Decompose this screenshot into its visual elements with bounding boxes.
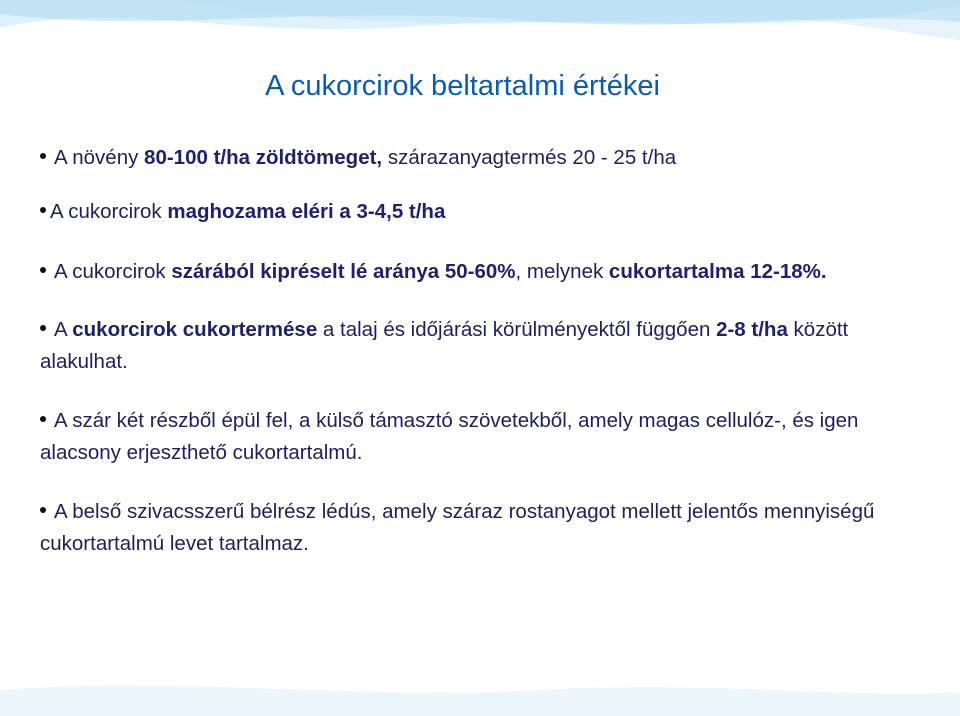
bullet-text-bold: szárából kipréselt lé aránya 50-60% xyxy=(171,260,516,283)
bullet-text: A cukorcirok xyxy=(54,260,172,283)
bullet-dot-icon xyxy=(40,416,46,422)
bullet-dot-icon xyxy=(40,507,46,513)
bullet-item xyxy=(40,314,920,378)
bullet-text: között alakulhat. xyxy=(40,318,849,373)
bullet-dot-icon xyxy=(40,267,46,273)
bullet-item xyxy=(40,196,920,228)
bullet-text-bold: 80-100 t/ha zöldtömeget, xyxy=(144,146,383,169)
bullet-text: A cukorcirok xyxy=(50,200,168,223)
bullet-item xyxy=(40,142,920,174)
bullet-item xyxy=(40,256,920,288)
bullet-text: A xyxy=(54,318,73,341)
wave-bottom-1 xyxy=(0,685,960,716)
bullet-text-bold: maghozama eléri a 3-4,5 t/ha xyxy=(167,200,446,223)
bullet-dot-icon xyxy=(40,153,46,159)
bullet-text-bold: cukorcirok cukortermése xyxy=(72,318,318,341)
page-title: A cukorcirok beltartalmi értékei xyxy=(265,70,660,102)
bullet-item xyxy=(40,405,920,469)
bullet-list xyxy=(40,142,920,560)
bullet-text: A szár két részből épül fel, a külső támasztó szövetekből, amely magas cellulóz-, és igen alacsony erjeszthető cukortartalmú. xyxy=(40,409,859,464)
bullet-text-bold: 2-8 t/ha xyxy=(716,318,788,341)
bullet-text: A belső szivacsszerű bélrész lédús, amely száraz rostanyagot mellett jelentős mennyiségű cukortartalmú levet tartalmaz. xyxy=(40,500,875,555)
bullet-text: szárazanyagtermés 20 - 25 t/ha xyxy=(382,146,677,169)
bullet-dot-icon xyxy=(40,207,46,213)
bullet-text-bold: cukortartalma 12-18%. xyxy=(608,260,827,283)
bullet-dot-icon xyxy=(40,325,46,331)
bullet-text: , melynek xyxy=(515,260,609,283)
bullet-text: A növény xyxy=(54,146,145,169)
bullet-text: a talaj és időjárási körülményektől függően xyxy=(317,318,717,341)
bullet-item xyxy=(40,496,920,560)
